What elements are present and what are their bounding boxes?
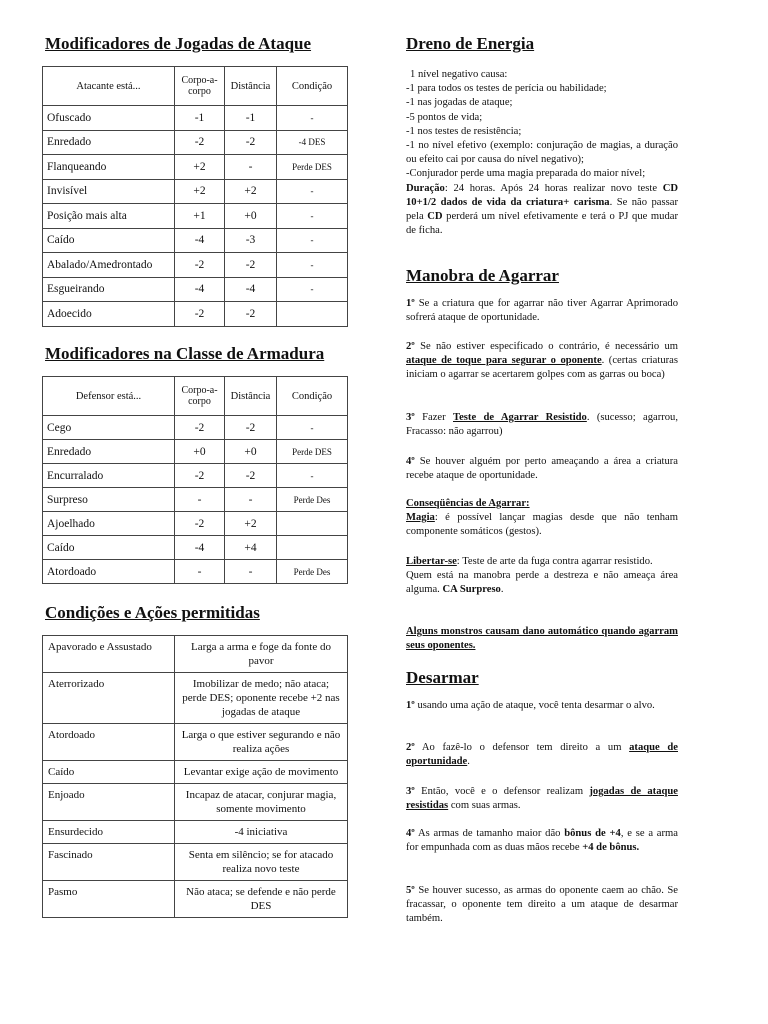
table-row (43, 302, 348, 327)
column-header: Atacante está... (43, 67, 175, 106)
table-cell: - (277, 106, 348, 131)
dreno-body (406, 68, 678, 238)
dreno-line: -1 para todos os testes de perícia ou habilidade; (406, 83, 607, 95)
table-cell: Surpreso (43, 488, 175, 512)
table-cell: +1 (175, 204, 225, 229)
table-cell: - (175, 488, 225, 512)
column-header: Condição (277, 377, 348, 416)
condition-name: Pasmo (43, 881, 175, 918)
table-cell: Encurralado (43, 464, 175, 488)
table-cell: Enredado (43, 440, 175, 464)
table-cell: -2 (225, 302, 277, 327)
agarrar-step-2: 2º Se não estiver especificado o contrário, é necessário um ataque de toque para segurar o oponente. (certas criaturas iniciam o agarrar se acertarem golpes com as garras ou boca) (406, 341, 678, 381)
dreno-title: Dreno de Energia (406, 34, 535, 53)
table-row (43, 416, 348, 440)
table-cell: - (225, 488, 277, 512)
condition-name: Aterrorizado (43, 673, 175, 724)
table-cell: +0 (225, 204, 277, 229)
table-cell: Ajoelhado (43, 512, 175, 536)
table-row (43, 106, 348, 131)
table-cell: Perde Des (277, 560, 348, 584)
table-cell: -3 (225, 228, 277, 253)
table-row (43, 761, 348, 784)
desarmar-step-4: 4º As armas de tamanho maior dão bônus de +4, e se a arma for empunhada com as duas mãos recebe +4 de bônus. (406, 828, 678, 854)
table-cell: -2 (175, 130, 225, 155)
condition-name: Apavorado e Assustado (43, 636, 175, 673)
table-cell: Abalado/Amedrontado (43, 253, 175, 278)
table-cell: - (277, 179, 348, 204)
table-row (43, 277, 348, 302)
table-row (43, 179, 348, 204)
conditions-table (42, 635, 348, 918)
table-cell: +0 (175, 440, 225, 464)
table-cell: -1 (225, 106, 277, 131)
table-cell: Perde DES (277, 155, 348, 180)
table-cell: -4 (175, 277, 225, 302)
armor-modifiers-title: Modificadores na Classe de Armadura (45, 344, 325, 363)
table-cell: +4 (225, 536, 277, 560)
table-cell: -2 (225, 464, 277, 488)
table-cell: +0 (225, 440, 277, 464)
table-cell: Ofuscado (43, 106, 175, 131)
condition-name: Fascinado (43, 844, 175, 881)
condition-name: Caído (43, 761, 175, 784)
armor-modifiers-table (42, 376, 348, 584)
condition-effect: Incapaz de atacar, conjurar magia, somente movimento (175, 784, 348, 821)
table-row (43, 784, 348, 821)
table-cell: Enredado (43, 130, 175, 155)
condition-effect: -4 iniciativa (175, 821, 348, 844)
table-cell: -1 (175, 106, 225, 131)
table-cell: -4 DES (277, 130, 348, 155)
agarrar-note: Alguns monstros causam dano automático quando agarram seus oponentes. (406, 626, 678, 652)
condition-effect: Imobilizar de medo; não ataca; perde DES; oponente recebe +2 nas jogadas de ataque (175, 673, 348, 724)
table-row (43, 488, 348, 512)
table-header-row (43, 67, 348, 106)
table-cell: Cego (43, 416, 175, 440)
condition-name: Ensurdecido (43, 821, 175, 844)
table-cell: Caído (43, 536, 175, 560)
dreno-duracao: Duração: 24 horas. Após 24 horas realizar novo teste CD 10+1/2 dados de vida da criatura+ carisma. Se não passar pela CD perderá um nível efetivamente e terá o PJ que mudar de ficha. (406, 182, 678, 237)
condition-effect: Larga a arma e foge da fonte do pavor (175, 636, 348, 673)
table-cell: Invisível (43, 179, 175, 204)
table-cell: +2 (175, 179, 225, 204)
table-cell: - (277, 464, 348, 488)
table-cell: Perde DES (277, 440, 348, 464)
table-cell: -4 (175, 536, 225, 560)
agarrar-libertar: Libertar-se: Teste de arte da fuga contra agarrar resistido. Quem está na manobra perde a destreza e não ameaça área alguma. CA Surpreso. (406, 556, 678, 596)
table-row (43, 560, 348, 584)
table-header-row (43, 377, 348, 416)
table-row (43, 253, 348, 278)
table-row (43, 204, 348, 229)
column-header: Distância (225, 377, 277, 416)
table-cell: - (277, 416, 348, 440)
table-cell: Perde Des (277, 488, 348, 512)
attack-modifiers-title: Modificadores de Jogadas de Ataque (45, 34, 312, 53)
table-cell: - (277, 253, 348, 278)
column-header: Condição (277, 67, 348, 106)
conditions-title: Condições e Ações permitidas (45, 603, 260, 622)
table-row (43, 821, 348, 844)
table-cell: -2 (225, 416, 277, 440)
table-cell: +2 (225, 179, 277, 204)
table-cell: -2 (225, 130, 277, 155)
desarmar-step-1: 1º usando uma ação de ataque, você tenta desarmar o alvo. (406, 700, 655, 711)
table-cell: Posição mais alta (43, 204, 175, 229)
dreno-line: -1 nas jogadas de ataque; (406, 97, 513, 109)
table-cell: - (225, 560, 277, 584)
desarmar-title: Desarmar (406, 668, 479, 687)
table-cell: +2 (225, 512, 277, 536)
attack-modifiers-table (42, 66, 348, 327)
table-row (43, 155, 348, 180)
table-cell: - (225, 155, 277, 180)
table-cell: - (277, 277, 348, 302)
table-cell: -4 (225, 277, 277, 302)
table-cell (277, 512, 348, 536)
table-cell (277, 536, 348, 560)
column-header: Distância (225, 67, 277, 106)
table-cell: -4 (175, 228, 225, 253)
column-header: Defensor está... (43, 377, 175, 416)
table-row (43, 881, 348, 918)
table-cell (277, 302, 348, 327)
desarmar-step-2: 2º Ao fazê-lo o defensor tem direito a um ataque de oportunidade. (406, 742, 678, 768)
dreno-line: -Conjurador perde uma magia preparada do maior nível; (406, 168, 646, 180)
table-row (43, 844, 348, 881)
condition-name: Enjoado (43, 784, 175, 821)
condition-effect: Não ataca; se defende e não perde DES (175, 881, 348, 918)
table-cell: Flanqueando (43, 155, 175, 180)
condition-effect: Senta em silêncio; se for atacado realiza novo teste (175, 844, 348, 881)
table-cell: -2 (175, 464, 225, 488)
table-cell: -2 (175, 253, 225, 278)
table-row (43, 724, 348, 761)
table-cell: Adoecido (43, 302, 175, 327)
condition-effect: Levantar exige ação de movimento (175, 761, 348, 784)
table-cell: Caído (43, 228, 175, 253)
table-row (43, 636, 348, 673)
table-cell: -2 (175, 416, 225, 440)
agarrar-step-1: 1º Se a criatura que for agarrar não tiver Agarrar Aprimorado sofrerá ataque de oportunidade. (406, 298, 678, 324)
table-row (43, 536, 348, 560)
table-cell: - (175, 560, 225, 584)
table-cell: Esgueirando (43, 277, 175, 302)
dreno-line: -5 pontos de vida; (406, 111, 483, 123)
dreno-line: -1 nos testes de resistência; (406, 125, 522, 137)
table-cell: - (277, 204, 348, 229)
table-row (43, 464, 348, 488)
column-header: Corpo-a-corpo (175, 67, 225, 106)
table-cell: Atordoado (43, 560, 175, 584)
table-cell: -2 (175, 512, 225, 536)
agarrar-consequences: Conseqüências de Agarrar: Magia: é possível lançar magias desde que não tenham componente somáticos (gestos). (406, 498, 678, 538)
dreno-line: -1 no nível efetivo (exemplo: conjuração de magias, a duração ou efeito cai por causa do nível negativo); (406, 140, 678, 166)
condition-name: Atordoado (43, 724, 175, 761)
table-cell: -2 (175, 302, 225, 327)
table-row (43, 673, 348, 724)
table-row (43, 228, 348, 253)
condition-effect: Larga o que estiver segurando e não realiza ações (175, 724, 348, 761)
table-cell: +2 (175, 155, 225, 180)
agarrar-title: Manobra de Agarrar (406, 266, 559, 285)
table-row (43, 512, 348, 536)
column-header: Corpo-a-corpo (175, 377, 225, 416)
table-cell: - (277, 228, 348, 253)
desarmar-step-3: 3º Então, você e o defensor realizam jogadas de ataque resistidas com suas armas. (406, 786, 678, 812)
agarrar-step-4: 4º Se houver alguém por perto ameaçando a área a criatura recebe ataque de oportunidade. (406, 456, 678, 482)
table-row (43, 130, 348, 155)
dreno-line: 1 nível negativo causa: (410, 69, 508, 80)
agarrar-step-3: 3º Fazer Teste de Agarrar Resistido. (sucesso; agarrou, Fracasso: não agarrou) (406, 412, 678, 438)
table-row (43, 440, 348, 464)
desarmar-step-5: 5º Se houver sucesso, as armas do oponente caem ao chão. Se fracassar, o oponente tem direito a um ataque de desarmar também. (406, 885, 678, 925)
table-cell: -2 (225, 253, 277, 278)
